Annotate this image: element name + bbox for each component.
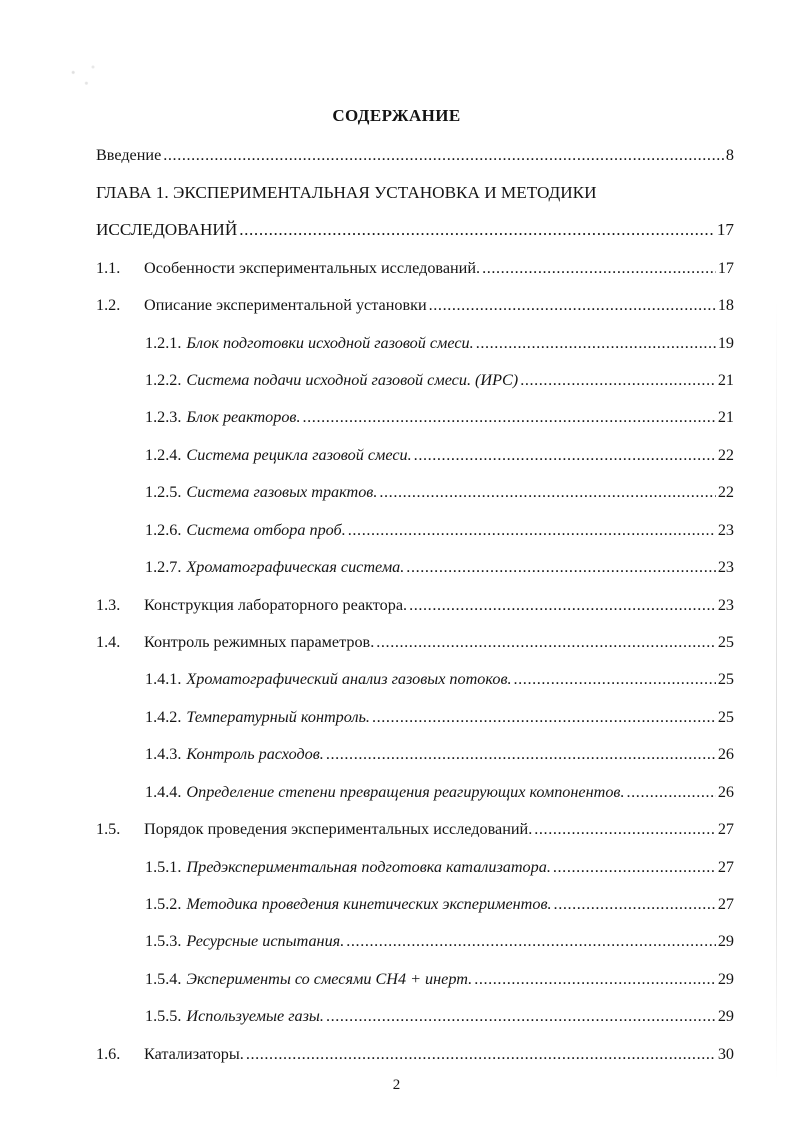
toc-page-number: 23	[717, 558, 734, 576]
toc-entry-label: Блок реакторов.	[186, 408, 301, 426]
toc-subentry[interactable]	[145, 742, 734, 766]
leader-dots	[553, 855, 716, 879]
leader-dots	[376, 630, 716, 654]
toc-entry-number: 1.5.5.	[145, 1007, 182, 1025]
toc-page-number: 29	[717, 1007, 734, 1025]
toc-entry-number: 1.3.	[96, 596, 121, 614]
toc-subentry[interactable]	[145, 929, 734, 953]
leader-dots	[246, 1042, 716, 1066]
toc-subentry[interactable]	[145, 855, 734, 879]
leader-dots	[406, 555, 716, 579]
chapter-title-line1[interactable]: ГЛАВА 1. ЭКСПЕРИМЕНТАЛЬНАЯ УСТАНОВКА И МЕТОДИКИ	[96, 183, 597, 202]
toc-entry-label: Особенности экспериментальных исследований.	[144, 259, 481, 277]
toc-entry-label: Блок подготовки исходной газовой смеси.	[186, 334, 474, 352]
toc-entry-label: Температурный контроль.	[186, 708, 370, 726]
toc-entry-number: 1.2.	[96, 296, 121, 314]
toc-entry[interactable]	[96, 630, 734, 654]
toc-entry-number: 1.1.	[96, 259, 121, 277]
toc-entry-number: 1.5.	[96, 820, 121, 838]
toc-page-number: 23	[717, 521, 734, 539]
toc-entry-number: 1.2.6.	[145, 521, 182, 539]
toc-entry-number: 1.6.	[96, 1045, 121, 1063]
toc-entry-intro[interactable]	[96, 143, 734, 167]
toc-subentry[interactable]	[145, 1004, 734, 1028]
leader-dots	[346, 929, 716, 953]
toc-page-number: 21	[717, 408, 734, 426]
toc-subentry[interactable]	[145, 892, 734, 916]
toc-entry-label: Система газовых трактов.	[186, 483, 378, 501]
toc-entry-label: Контроль расходов.	[186, 745, 324, 763]
leader-dots	[163, 143, 724, 167]
leader-dots	[303, 405, 716, 429]
toc-page-number: 22	[717, 446, 734, 464]
chapter-title-line2: ИССЛЕДОВАНИЙ	[96, 220, 238, 239]
toc-entry-label: Введение	[96, 146, 162, 164]
toc-entry-number: 1.2.7.	[145, 558, 182, 576]
toc-entry-number: 1.5.1.	[145, 858, 182, 876]
toc-entry-number: 1.4.3.	[145, 745, 182, 763]
toc-subentry[interactable]	[145, 705, 734, 729]
scan-edge-shadow	[776, 300, 777, 1080]
toc-entry[interactable]	[96, 293, 734, 317]
toc-entry[interactable]	[96, 1042, 734, 1066]
leader-dots	[534, 817, 716, 841]
toc-entry-label: Контроль режимных параметров.	[144, 633, 375, 651]
toc-page-number: 26	[717, 783, 734, 801]
leader-dots	[326, 1004, 716, 1028]
page-number-footer: 2	[392, 1077, 401, 1093]
toc-entry-number: 1.5.3.	[145, 932, 182, 950]
toc-page-number: 27	[717, 895, 734, 913]
toc-entry-number: 1.4.4.	[145, 783, 182, 801]
toc-entry[interactable]	[96, 593, 734, 617]
page-title: СОДЕРЖАНИЕ	[332, 106, 461, 125]
toc-entry-number: 1.5.2.	[145, 895, 182, 913]
toc-entry-number: 1.5.4.	[145, 970, 182, 988]
toc-page-number: 17	[717, 259, 734, 277]
toc-entry-label: Хроматографическая система.	[186, 558, 405, 576]
leader-dots	[379, 480, 715, 504]
toc-entry-label: Описание экспериментальной установки	[144, 296, 427, 314]
toc-page-number: 23	[717, 596, 734, 614]
leader-dots	[326, 742, 716, 766]
toc-entry-label: Ресурсные испытания.	[186, 932, 345, 950]
toc-entry-number: 1.4.	[96, 633, 121, 651]
toc-entry-label: Система отбора проб.	[186, 521, 346, 539]
toc-entry-number: 1.2.4.	[145, 446, 182, 464]
scan-artifact	[60, 58, 104, 94]
toc-subentry[interactable]	[145, 368, 734, 392]
toc-entry-label: Эксперименты со смесями CH4 + инерт.	[186, 970, 473, 988]
toc-entry-label: Система подачи исходной газовой смеси. (ИРС)	[186, 371, 519, 389]
toc-entry[interactable]	[96, 256, 734, 280]
toc-subentry[interactable]	[145, 555, 734, 579]
toc-page-number: 25	[717, 633, 734, 651]
toc-entry[interactable]	[96, 817, 734, 841]
toc-page-number: 22	[717, 483, 734, 501]
toc-page-number: 8	[725, 146, 734, 164]
toc-entry-label: Катализаторы.	[144, 1045, 244, 1063]
leader-dots	[476, 331, 716, 355]
leader-dots	[409, 593, 716, 617]
toc-subentry[interactable]	[145, 405, 734, 429]
leader-dots	[414, 443, 716, 467]
toc-page-number: 19	[717, 334, 734, 352]
toc-subentry[interactable]	[145, 331, 734, 355]
leader-dots	[239, 218, 715, 242]
toc-entry-number: 1.2.3.	[145, 408, 182, 426]
toc-entry-label: Порядок проведения экспериментальных исследований.	[144, 820, 533, 838]
toc-page-number: 17	[716, 220, 734, 239]
leader-dots	[474, 967, 716, 991]
toc-page-number: 26	[717, 745, 734, 763]
toc-page-number: 27	[717, 820, 734, 838]
toc-entry-number: 1.4.1.	[145, 670, 182, 688]
toc-entry-label: Используемые газы.	[186, 1007, 324, 1025]
toc-page-number: 29	[717, 932, 734, 950]
toc-entry-chapter[interactable]	[96, 218, 734, 242]
toc-subentry[interactable]	[145, 667, 734, 691]
leader-dots	[429, 293, 716, 317]
toc-page-number: 18	[717, 296, 734, 314]
leader-dots	[482, 256, 716, 280]
toc-page-number: 29	[717, 970, 734, 988]
toc-subentry[interactable]	[145, 480, 734, 504]
toc-entry-number: 1.2.2.	[145, 371, 182, 389]
toc-entry-label: Предэкспериментальная подготовка катализатора.	[186, 858, 551, 876]
toc-subentry[interactable]	[145, 443, 734, 467]
toc-entry-label: Методика проведения кинетических экспериментов.	[186, 895, 552, 913]
toc-entry-number: 1.2.1.	[145, 334, 182, 352]
leader-dots	[372, 705, 716, 729]
toc-entry-label: Хроматографический анализ газовых потоков.	[186, 670, 512, 688]
toc-page-number: 21	[717, 371, 734, 389]
toc-entry-label: Конструкция лабораторного реактора.	[144, 596, 408, 614]
leader-dots	[627, 780, 716, 804]
toc-entry-label: Система рецикла газовой смеси.	[186, 446, 412, 464]
leader-dots	[520, 368, 716, 392]
toc-entry-number: 1.2.5.	[145, 483, 182, 501]
leader-dots	[348, 518, 716, 542]
toc-page-number: 25	[717, 708, 734, 726]
leader-dots	[514, 667, 716, 691]
leader-dots	[554, 892, 716, 916]
toc-subentry[interactable]	[145, 780, 734, 804]
toc-page-number: 30	[717, 1045, 734, 1063]
toc-page-number: 27	[717, 858, 734, 876]
toc-page-number: 25	[717, 670, 734, 688]
toc-entry-number: 1.4.2.	[145, 708, 182, 726]
toc-subentry[interactable]	[145, 967, 734, 991]
toc-subentry[interactable]	[145, 518, 734, 542]
toc-entry-label: Определение степени превращения реагирующих компонентов.	[186, 783, 625, 801]
